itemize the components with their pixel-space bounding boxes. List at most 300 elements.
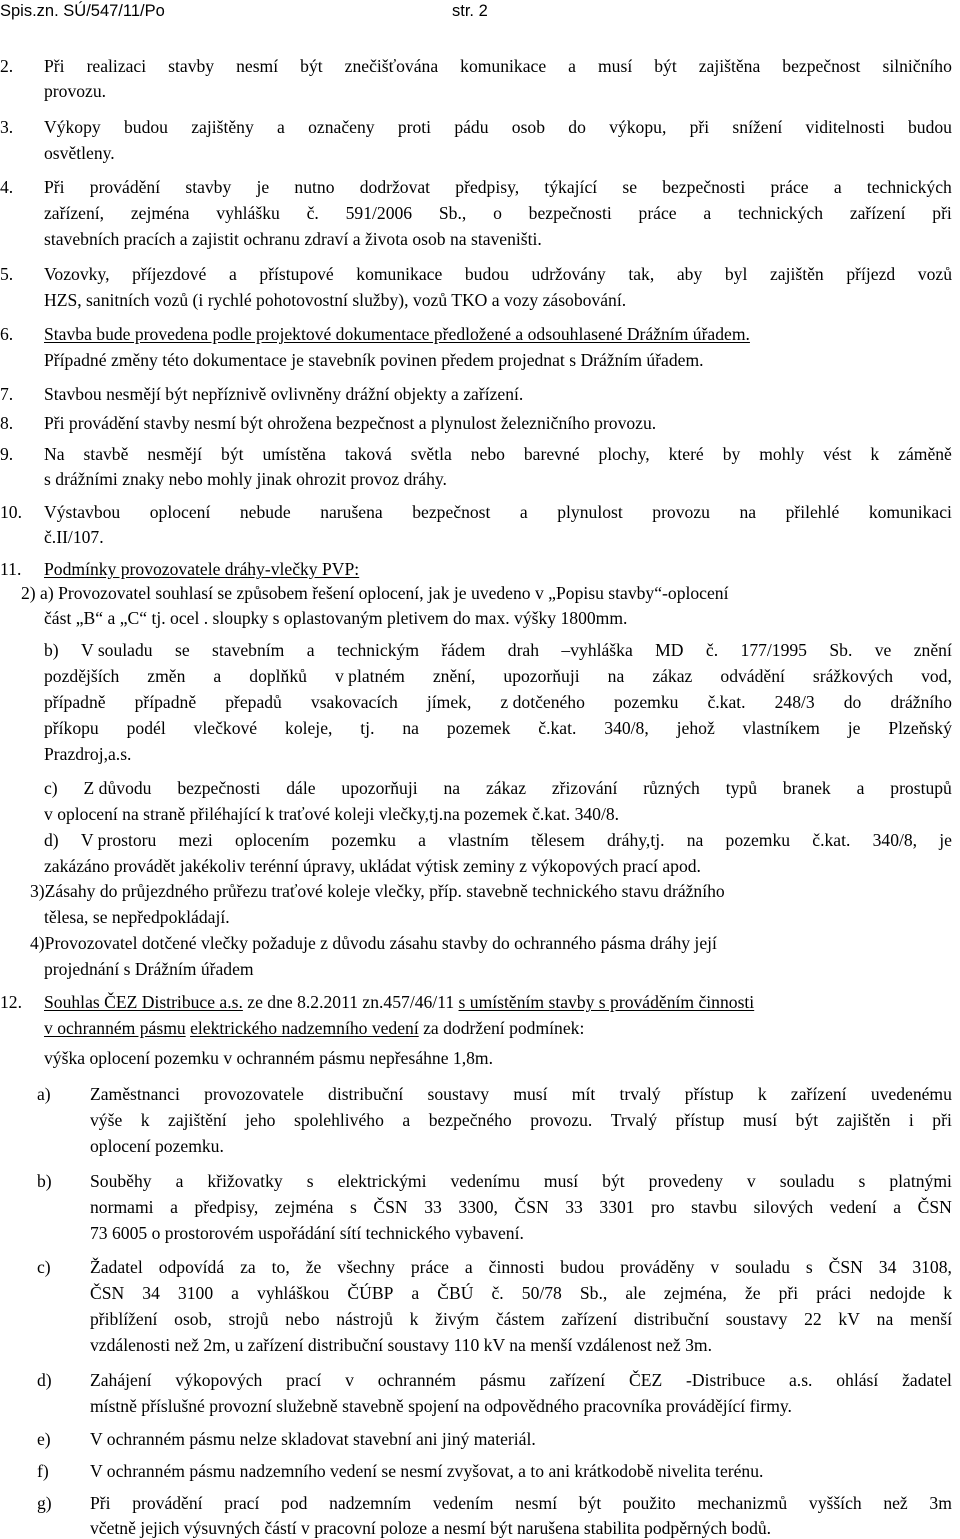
word: jehož xyxy=(676,718,715,738)
word: příjezdové xyxy=(132,264,207,284)
word: tělesem xyxy=(531,830,585,850)
word: ČSN xyxy=(828,1257,863,1277)
protection-zone-label: v ochranném pásmu xyxy=(44,1018,186,1038)
consent-scope: s umístěním stavby s prováděním činnosti xyxy=(458,992,755,1012)
word: a xyxy=(213,666,222,686)
word: tak, xyxy=(628,264,655,284)
word: být xyxy=(795,1110,819,1130)
word: a xyxy=(703,203,712,223)
item-11-b-line-1 xyxy=(44,639,952,661)
word: byl xyxy=(724,264,748,284)
word: ochranném xyxy=(377,1370,456,1390)
word: snížení xyxy=(732,117,783,137)
word: částem xyxy=(495,1309,545,1329)
item-11-b-line-3 xyxy=(44,691,952,713)
word: výše xyxy=(90,1110,123,1130)
item-number: 4. xyxy=(0,177,14,197)
word: zřizování xyxy=(551,778,618,798)
word: soustavy xyxy=(725,1309,788,1329)
word: přiblížení xyxy=(90,1309,158,1329)
item-3-line-2: osvětleny. xyxy=(44,143,115,163)
item-number: 9. xyxy=(0,444,14,464)
item-12-g-label: g) xyxy=(37,1493,52,1513)
word: doplňků xyxy=(249,666,307,686)
word: pod xyxy=(281,1493,308,1513)
item-11-a-line-1: 2) a) Provozovatel souhlasí se způsobem řešení oplocení, jak je uvedeno v „Popisu stavby“-oplocení xyxy=(21,583,729,603)
word: č.kat. xyxy=(538,718,577,738)
word: v platném xyxy=(334,666,405,686)
word: normami xyxy=(90,1197,154,1217)
word: bezpečnost xyxy=(412,502,491,522)
word: by xyxy=(722,444,741,464)
word: dodržovat xyxy=(359,177,431,197)
cez-consent-title: Souhlas ČEZ Distribuce a.s. xyxy=(44,992,243,1012)
item-12-f-label: f) xyxy=(37,1461,49,1481)
item-11-point-3-line-1: 3)Zásahy do průjezdného průřezu traťové koleje vlečky, příp. stavebně technického stavu drážního xyxy=(30,881,725,901)
word: udržovány xyxy=(531,264,606,284)
item-11-c-line-2: v oplocení na straně přiléhající k traťové koleji vlečky,tj.na pozemek č.kat. 340/8. xyxy=(44,804,620,824)
word: to, xyxy=(271,1257,290,1277)
word: dráhy,tj. xyxy=(607,830,665,850)
word: zejména xyxy=(274,1197,334,1217)
word: menší xyxy=(909,1309,952,1329)
word: 3100 xyxy=(177,1283,214,1303)
word: Sb., xyxy=(579,1283,608,1303)
word: č. xyxy=(705,640,719,660)
word: č. xyxy=(306,203,319,223)
word: Sb. xyxy=(829,640,853,660)
item-3-line-1 xyxy=(44,116,952,138)
word: V prostoru xyxy=(80,830,157,850)
word: práci xyxy=(816,1283,852,1303)
word: bezpečnosti xyxy=(528,203,612,223)
item-12-c-label: c) xyxy=(37,1257,51,1277)
item-5-line-2: HZS, sanitních vozů (i rychlé pohotovostní služby), vozů TKO a vozy zásobování. xyxy=(44,290,627,310)
word: vedením xyxy=(432,1493,494,1513)
word: při xyxy=(689,117,710,137)
word: technickým xyxy=(336,640,420,660)
item-12-b-line-2 xyxy=(90,1196,952,1218)
word: vedenímu xyxy=(450,1171,520,1191)
word: mezi xyxy=(178,830,213,850)
word: 34 xyxy=(142,1283,160,1303)
word: práce xyxy=(770,177,809,197)
item-11-b-line-5: Prazdroj,a.s. xyxy=(44,744,132,764)
word: jímek, xyxy=(426,692,472,712)
word: činnosti xyxy=(488,1257,545,1277)
word: ale xyxy=(625,1283,646,1303)
word: c) xyxy=(44,778,58,798)
word: 3300, xyxy=(458,1197,498,1217)
word: budou xyxy=(907,117,952,137)
word: typů xyxy=(725,778,757,798)
item-11-c-line-1 xyxy=(44,777,952,799)
word: vyšších xyxy=(808,1493,862,1513)
word: nedojde xyxy=(869,1283,926,1303)
word: bezpečného xyxy=(428,1110,512,1130)
word: plynulost xyxy=(557,502,623,522)
word: 248/3 xyxy=(774,692,815,712)
word: silových xyxy=(753,1197,814,1217)
word: nutno xyxy=(294,177,335,197)
word: na xyxy=(402,718,419,738)
word: případně xyxy=(44,692,106,712)
item-12-b-line-1 xyxy=(90,1170,952,1192)
word: do xyxy=(568,117,586,137)
word: na xyxy=(876,1309,894,1329)
word: mít xyxy=(571,1084,596,1104)
word: přilehlé xyxy=(785,502,840,522)
word: umístěna xyxy=(262,444,326,464)
word: 177/1995 xyxy=(740,640,807,660)
word: být xyxy=(300,56,323,76)
item-2-line-1 xyxy=(44,55,952,77)
item-11-title: Podmínky provozovatele dráhy-vlečky PVP: xyxy=(44,559,360,579)
word: být xyxy=(578,1493,602,1513)
word: přepadů xyxy=(225,692,282,712)
word: žadatel xyxy=(902,1370,952,1390)
word: platnými xyxy=(889,1171,952,1191)
word: příkopu xyxy=(44,718,99,738)
word: nebo xyxy=(470,444,505,464)
item-12-e-label: e) xyxy=(37,1429,51,1449)
word: živým xyxy=(435,1309,480,1329)
word: ČEZ xyxy=(628,1370,663,1390)
word: mechanizmů xyxy=(697,1493,788,1513)
word: 3m xyxy=(929,1493,952,1513)
word: Trvalý xyxy=(610,1110,658,1130)
word: vlastním xyxy=(448,830,509,850)
word: technických xyxy=(866,177,952,197)
word: bezpečnosti xyxy=(177,778,261,798)
word: v xyxy=(345,1370,354,1390)
word: než xyxy=(883,1493,908,1513)
word: se xyxy=(174,640,190,660)
item-number: 12. xyxy=(0,992,22,1012)
word: tj. xyxy=(360,718,375,738)
item-number: 6. xyxy=(0,324,14,344)
word: znění, xyxy=(432,666,476,686)
word: elektrickými xyxy=(337,1171,427,1191)
word: plochy, xyxy=(598,444,650,464)
word: označeny xyxy=(308,117,375,137)
word: na xyxy=(686,830,704,850)
word: musí xyxy=(742,1110,778,1130)
item-11-point-4-line-2: projednání s Drážním úřadem xyxy=(44,959,254,979)
word: Při xyxy=(44,56,65,76)
word: ČSN xyxy=(514,1197,549,1217)
word: zařízení xyxy=(849,203,906,223)
item-12-line-1 xyxy=(44,991,754,1013)
item-11-a-line-2: část „B“ a „C“ tj. ocel . sloupky s oplastovaným pletivem do max. výšky 1800mm. xyxy=(44,608,628,628)
word: při xyxy=(778,1283,799,1303)
item-12-b-line-3: 73 6005 o prostorovém uspořádání sítí technického vybavení. xyxy=(90,1223,524,1243)
word: ČBÚ xyxy=(437,1283,474,1303)
word: odvádění xyxy=(720,666,785,686)
word: souladu xyxy=(735,1257,790,1277)
word: uvedenému xyxy=(870,1084,952,1104)
word: d) xyxy=(44,830,59,850)
word: taková xyxy=(344,444,392,464)
word: stavby xyxy=(168,56,215,76)
word: strojů xyxy=(228,1309,269,1329)
word: zařízení xyxy=(790,1084,847,1104)
item-11-b-line-4 xyxy=(44,717,952,739)
item-6-line-1: Stavba bude provedena podle projektové dokumentace předložené a odsouhlasené Drážním úřadem. xyxy=(44,324,750,344)
word: bezpečnost xyxy=(782,56,861,76)
word: příjezd xyxy=(846,264,896,284)
word: prováděny xyxy=(620,1257,695,1277)
word: prací xyxy=(224,1493,260,1513)
item-12-a-line-3: oplocení pozemku. xyxy=(90,1136,224,1156)
word: nadzemním xyxy=(329,1493,412,1513)
word: 340/8, xyxy=(604,718,649,738)
word: MD xyxy=(655,640,684,660)
word: Zahájení xyxy=(90,1370,152,1390)
word: b) xyxy=(44,640,59,660)
word: 34 xyxy=(878,1257,897,1277)
word: k xyxy=(409,1309,419,1329)
word: při xyxy=(932,1110,952,1130)
item-12-d-label: d) xyxy=(37,1370,52,1390)
item-9-line-2: s drážními znaky nebo mohly jinak ohrozit provoz dráhy. xyxy=(44,469,447,489)
word: a xyxy=(464,1257,473,1277)
item-number: 11. xyxy=(0,559,22,579)
word: souladu xyxy=(779,1171,835,1191)
word: nebude xyxy=(239,502,291,522)
item-12-a-line-1 xyxy=(90,1083,952,1105)
item-10-line-1 xyxy=(44,501,952,523)
word: pro xyxy=(651,1197,675,1217)
word: oplocení xyxy=(149,502,211,522)
word: kV xyxy=(838,1309,860,1329)
word: zejména xyxy=(130,203,190,223)
word: pádu xyxy=(454,117,489,137)
word: Žadatel xyxy=(90,1257,143,1277)
item-11-d-line-2: zakázáno provádět jakékoliv terénní úpravy, ukládat výtisk zeminy z výkopových prací apod. xyxy=(44,856,701,876)
word: ČSN xyxy=(917,1197,952,1217)
word: podél xyxy=(126,718,166,738)
word: být xyxy=(221,444,244,464)
word: týkající xyxy=(544,177,598,197)
item-12-a-line-2 xyxy=(90,1109,952,1131)
word: světla xyxy=(410,444,452,464)
word: Na xyxy=(44,444,65,464)
word: a xyxy=(568,56,576,76)
word: vyhlášku xyxy=(216,203,280,223)
word: a.s. xyxy=(788,1370,813,1390)
word: distribuční xyxy=(328,1084,404,1104)
word: a xyxy=(306,640,315,660)
word: č.kat. xyxy=(707,692,746,712)
word: oplocením xyxy=(234,830,310,850)
word: 591/2006 xyxy=(345,203,413,223)
word: drah xyxy=(507,640,540,660)
word: přístup xyxy=(684,1084,734,1104)
word: s xyxy=(350,1197,357,1217)
word: práce xyxy=(638,203,677,223)
word: mohly xyxy=(759,444,805,464)
word: upozorňuji xyxy=(341,778,418,798)
word: zařízení xyxy=(561,1309,618,1329)
item-12-b-label: b) xyxy=(37,1171,52,1191)
word: osob, xyxy=(174,1309,212,1329)
word: Vozovky, xyxy=(44,264,110,284)
word: Z důvodu xyxy=(83,778,152,798)
word: znečišťována xyxy=(344,56,439,76)
item-11-d-line-1 xyxy=(44,829,952,851)
word: a xyxy=(277,117,285,137)
word: vyhláškou xyxy=(257,1283,330,1303)
item-number: 8. xyxy=(0,413,14,433)
word: s xyxy=(805,1257,813,1277)
word: vlastníkem xyxy=(742,718,820,738)
word: Při xyxy=(90,1493,111,1513)
word: výkopu, xyxy=(609,117,667,137)
word: a xyxy=(418,830,426,850)
word: 33 xyxy=(565,1197,583,1217)
word: srážkových xyxy=(812,666,894,686)
word: k xyxy=(870,444,880,464)
item-12-a-label: a) xyxy=(37,1084,51,1104)
word: osob xyxy=(511,117,546,137)
word: vést xyxy=(823,444,852,464)
word: přístup xyxy=(675,1110,725,1130)
word: 22 xyxy=(804,1309,822,1329)
item-number: 5. xyxy=(0,264,14,284)
item-8-line-1: Při provádění stavby nesmí být ohrožena bezpečnost a plynulost železničního provozu. xyxy=(44,413,657,433)
word: musí xyxy=(513,1084,548,1104)
word: vsakovacích xyxy=(310,692,398,712)
item-12-line-3: výška oplocení pozemku v ochranném pásmu nepřesáhne 1,8m. xyxy=(44,1048,494,1068)
word: na xyxy=(607,666,625,686)
word: nesmí xyxy=(515,1493,558,1513)
word: prostupů xyxy=(890,778,952,798)
item-9-line-1 xyxy=(44,443,952,465)
word: pozemku xyxy=(613,692,679,712)
word: prací xyxy=(286,1370,322,1390)
word: nebo xyxy=(285,1309,320,1329)
word: narušena xyxy=(320,502,383,522)
word: zajištěna xyxy=(698,56,761,76)
word: upozorňuji xyxy=(503,666,580,686)
word: nesmí xyxy=(236,56,279,76)
item-12-c-line-3 xyxy=(90,1308,952,1330)
word: ve xyxy=(874,640,892,660)
word: budou xyxy=(560,1257,605,1277)
word: provozovatele xyxy=(204,1084,304,1104)
word: pozdějších xyxy=(44,666,120,686)
word: –vyhláška xyxy=(561,640,633,660)
word: pásmu xyxy=(479,1370,526,1390)
word: zajištěn xyxy=(836,1110,891,1130)
word: různých xyxy=(643,778,700,798)
word: jeho xyxy=(245,1110,276,1130)
word: vedení xyxy=(829,1197,877,1217)
word: znění xyxy=(913,640,952,660)
word: provádění xyxy=(132,1493,203,1513)
word: koleje, xyxy=(285,718,333,738)
word: Plzeňský xyxy=(888,718,952,738)
word: nesmějí xyxy=(147,444,203,464)
word: trvalý xyxy=(619,1084,661,1104)
item-7-line-1: Stavbou nesmějí být nepříznivě ovlivněny drážní objekty a zařízení. xyxy=(44,384,524,404)
word: realizaci xyxy=(86,56,147,76)
word: zařízení, xyxy=(44,203,105,223)
word: a xyxy=(519,502,528,522)
word: stavebním xyxy=(212,640,285,660)
word: za xyxy=(240,1257,256,1277)
word: i xyxy=(908,1110,914,1130)
word: odpovídá xyxy=(158,1257,225,1277)
item-4-line-1 xyxy=(44,176,952,198)
word: musí xyxy=(597,56,633,76)
item-11-point-4-line-1: 4)Provozovatel dotčené vlečky požaduje z důvodu zásahu stavby do ochranného pásma dráhy její xyxy=(30,933,717,953)
item-number: 3. xyxy=(0,117,14,137)
item-2-line-2: provozu. xyxy=(44,81,107,101)
word: v xyxy=(710,1257,720,1277)
word: komunikace xyxy=(356,264,443,284)
word: k xyxy=(140,1110,150,1130)
word: a xyxy=(175,1171,184,1191)
word: zákaz xyxy=(652,666,693,686)
word: aby xyxy=(676,264,703,284)
word: a xyxy=(893,1197,902,1217)
conditions-label: za dodržení podmínek: xyxy=(418,1018,585,1038)
word: ČSN xyxy=(90,1283,125,1303)
word: 340/8, xyxy=(872,830,918,850)
word: záměně xyxy=(898,444,952,464)
word: ČÚBP xyxy=(347,1283,394,1303)
word: na xyxy=(739,502,757,522)
word: vod, xyxy=(921,666,952,686)
word: a xyxy=(170,1197,178,1217)
item-5-line-1 xyxy=(44,263,952,285)
item-12-c-line-1 xyxy=(90,1256,952,1278)
word: distribuční xyxy=(633,1309,710,1329)
word: viditelnosti xyxy=(805,117,885,137)
page-number: str. 2 xyxy=(452,2,488,20)
item-10-line-2: č.II/107. xyxy=(44,527,104,547)
word: provádění xyxy=(89,177,161,197)
overhead-line-label: elektrického nadzemního vedení xyxy=(190,1018,419,1038)
item-number: 2. xyxy=(0,56,14,76)
word: Zaměstnanci xyxy=(90,1084,180,1104)
file-reference: Spis.zn. SÚ/547/11/Po xyxy=(0,2,165,20)
word: práce xyxy=(410,1257,449,1277)
word: k xyxy=(943,1283,952,1303)
word: při xyxy=(932,203,952,223)
word: budou xyxy=(464,264,509,284)
item-12-d-line-1 xyxy=(90,1369,952,1391)
item-12-f-line-1: V ochranném pásmu nadzemního vedení se nesmí zvyšovat, a to ani krátkodobě nivelita terénu. xyxy=(90,1461,764,1481)
word: je xyxy=(256,177,270,197)
word: pozemek xyxy=(446,718,511,738)
word: bezpečnosti xyxy=(662,177,746,197)
item-12-g-line-2: včetně jejich výsuvných částí v pracovní poloze a nesmí být narušena stabilita podpěrných bodů. xyxy=(90,1518,772,1538)
word: s xyxy=(306,1171,314,1191)
item-6-line-2: Případné změny této dokumentace je stavebník povinen předem projednat s Drážním úřadem. xyxy=(44,350,704,370)
word: stavbu xyxy=(691,1197,738,1217)
word: a xyxy=(228,264,237,284)
word: že xyxy=(744,1283,761,1303)
word: V souladu xyxy=(81,640,153,660)
word: provozu. xyxy=(530,1110,593,1130)
word: -Distribuce xyxy=(686,1370,766,1390)
word: Výkopy xyxy=(44,117,101,137)
word: výkopových xyxy=(175,1370,263,1390)
word: Sb., xyxy=(438,203,467,223)
